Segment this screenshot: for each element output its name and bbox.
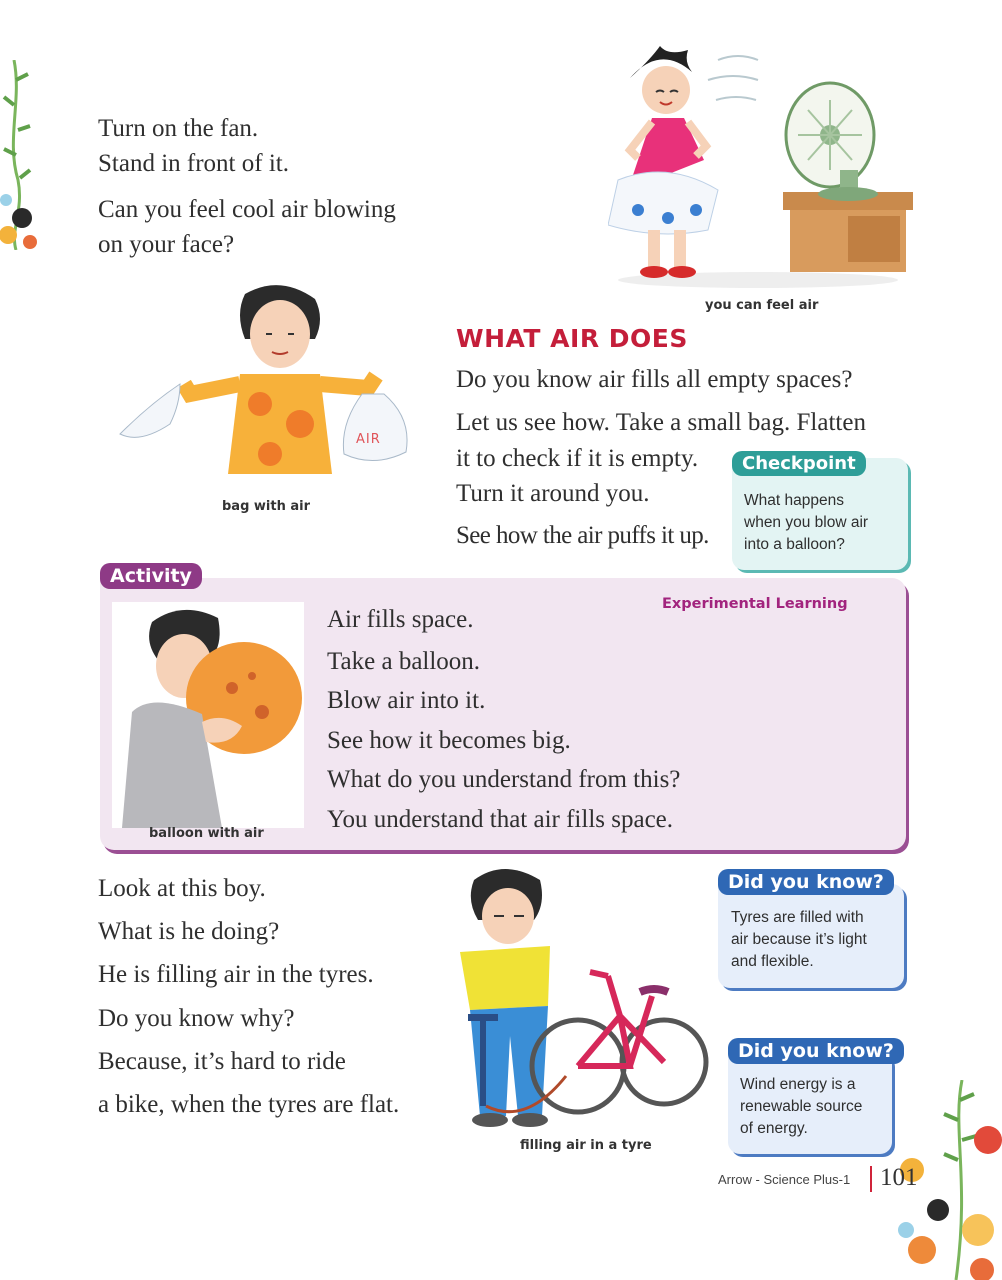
section-line-1: Do you know air fills all empty spaces?	[456, 366, 853, 393]
boy-line-6: a bike, when the tyres are flat.	[98, 1091, 400, 1118]
activity-line-3: Blow air into it.	[327, 687, 486, 714]
dyk2-line-3: of energy.	[740, 1120, 808, 1137]
page-divider	[870, 1166, 872, 1192]
activity-line-6: You understand that air fills space.	[327, 806, 674, 833]
balloon-caption: balloon with air	[149, 826, 264, 841]
dyk1-line-1: Tyres are filled with	[731, 909, 864, 926]
boy-line-5: Because, it’s hard to ride	[98, 1048, 346, 1075]
tyre-caption: filling air in a tyre	[520, 1138, 652, 1153]
boy-bag-illustration	[100, 284, 430, 484]
did-you-know-label-1: Did you know?	[718, 869, 894, 895]
left-floral-decoration	[0, 60, 44, 250]
checkpoint-label: Checkpoint	[732, 451, 866, 476]
fan-caption: you can feel air	[705, 298, 819, 313]
experimental-learning-tag: Experimental Learning	[662, 596, 848, 612]
girl-fan-illustration	[608, 40, 920, 290]
dyk1-line-2: air because it’s light	[731, 931, 867, 948]
dyk1-line-3: and flexible.	[731, 953, 814, 970]
section-line-3: it to check if it is empty.	[456, 445, 699, 472]
checkpoint-line-1: What happens	[744, 492, 844, 509]
dyk2-line-1: Wind energy is a	[740, 1076, 856, 1093]
boy-line-3: He is filling air in the tyres.	[98, 961, 374, 988]
bag-caption: bag with air	[222, 499, 311, 514]
section-line-4: Turn it around you.	[456, 480, 650, 507]
footer-book-title: Arrow - Science Plus-1	[718, 1172, 851, 1187]
section-heading: WHAT AIR DOES	[456, 324, 688, 353]
checkpoint-line-3: into a balloon?	[744, 536, 845, 553]
dyk2-line-2: renewable source	[740, 1098, 863, 1115]
boy-line-4: Do you know why?	[98, 1005, 295, 1032]
intro-line-3: Can you feel cool air blowing	[98, 196, 396, 223]
activity-line-4: See how it becomes big.	[327, 727, 571, 754]
section-line-2: Let us see how. Take a small bag. Flatten	[456, 409, 866, 436]
boy-line-2: What is he doing?	[98, 918, 280, 945]
bag-label: AIR	[356, 432, 381, 447]
did-you-know-label-2: Did you know?	[728, 1038, 904, 1064]
activity-label: Activity	[100, 563, 202, 589]
intro-line-2: Stand in front of it.	[98, 150, 289, 177]
intro-line-4: on your face?	[98, 231, 235, 258]
activity-line-1: Air fills space.	[327, 606, 474, 633]
balloon-boy-illustration	[112, 602, 304, 828]
activity-line-5: What do you understand from this?	[327, 766, 681, 793]
section-line-5: See how the air puffs it up.	[456, 522, 709, 549]
checkpoint-line-2: when you blow air	[744, 514, 869, 531]
boy-bike-illustration	[430, 866, 712, 1136]
intro-line-1: Turn on the fan.	[98, 115, 259, 142]
boy-line-1: Look at this boy.	[98, 875, 266, 902]
page-number: 101	[880, 1164, 918, 1191]
activity-line-2: Take a balloon.	[327, 648, 481, 675]
